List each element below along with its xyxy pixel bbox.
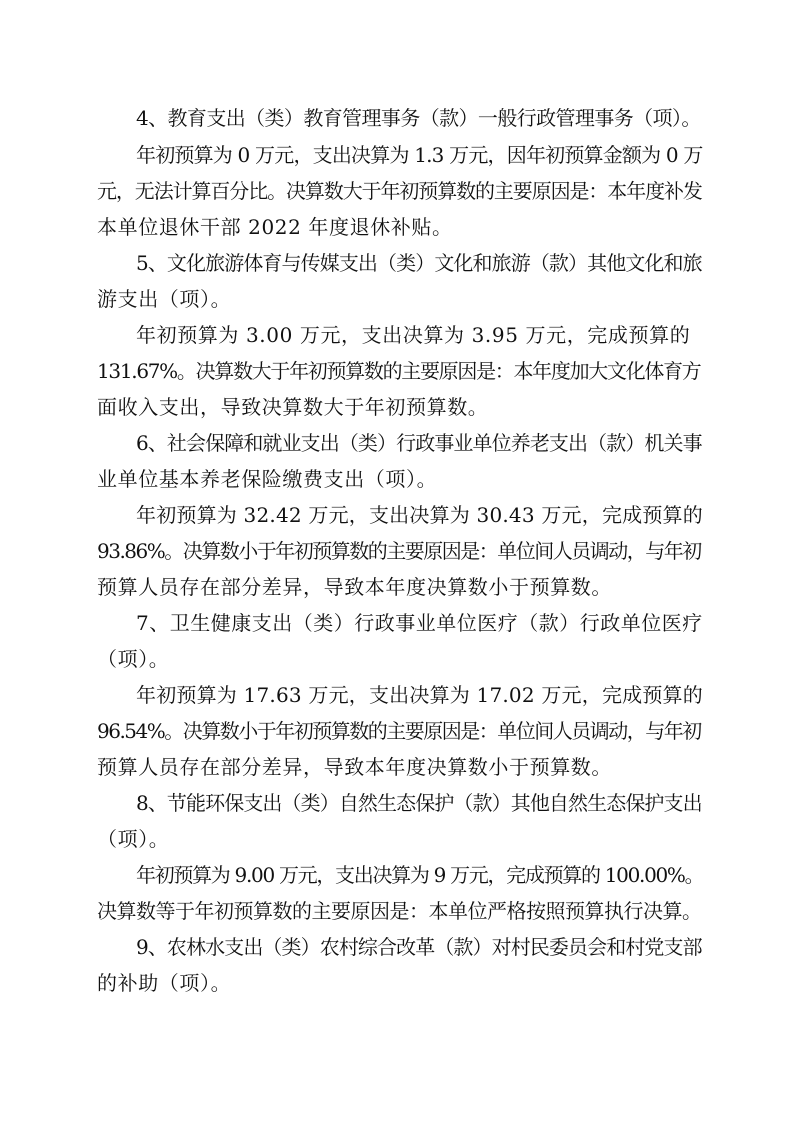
text-line: 年初预算为 0 万元，支出决算为 1.3 万元，因年初预算金额为 0 万 (136, 143, 703, 167)
text-line: 游支出（项）。 (97, 287, 232, 311)
text-line: 本单位退休干部 2022 年度退休补贴。 (97, 215, 453, 239)
text-line: 93.86%。决算数小于年初预算数的主要原因是：单位间人员调动，与年初 (97, 539, 701, 563)
text-line: 6、社会保障和就业支出（类）行政事业单位养老支出（款）机关事 (136, 431, 702, 455)
text-line: （项）。 (97, 827, 170, 851)
text-line: 预算人员存在部分差异，导致本年度决算数小于预算数。 (97, 755, 612, 779)
text-line: 的补助（项）。 (97, 971, 232, 995)
text-line: 元，无法计算百分比。决算数大于年初预算数的主要原因是：本年度补发 (97, 179, 702, 203)
text-line: 7、卫生健康支出（类）行政事业单位医疗（款）行政单位医疗 (136, 611, 703, 635)
text-line: 131.67%。决算数大于年初预算数的主要原因是：本年度加大文化体育方 (97, 359, 701, 383)
text-line: 96.54%。决算数小于年初预算数的主要原因是：单位间人员调动，与年初 (97, 719, 701, 743)
text-line: 决算数等于年初预算数的主要原因是：本单位严格按照预算执行决算。 (97, 899, 702, 923)
text-line: 面收入支出，导致决算数大于年初预算数。 (97, 395, 489, 419)
text-line: 5、文化旅游体育与传媒支出（类）文化和旅游（款）其他文化和旅 (136, 251, 702, 275)
text-line: 4、教育支出（类）教育管理事务（款）一般行政管理事务（项）。 (136, 106, 701, 130)
text-line: 9、农林水支出（类）农村综合改革（款）对村民委员会和村党支部 (136, 935, 702, 959)
text-line: 预算人员存在部分差异，导致本年度决算数小于预算数。 (97, 575, 612, 599)
text-line: （项）。 (97, 647, 170, 671)
text-line: 8、节能环保支出（类）自然生态保护（款）其他自然生态保护支出 (136, 791, 702, 815)
text-line: 年初预算为 32.42 万元，支出决算为 30.43 万元，完成预算的 (136, 503, 703, 527)
text-line: 业单位基本养老保险缴费支出（项）。 (97, 467, 438, 491)
text-line: 年初预算为 9.00 万元，支出决算为 9 万元，完成预算的 100.00%。 (136, 863, 704, 887)
text-line: 年初预算为 17.63 万元，支出决算为 17.02 万元，完成预算的 (136, 683, 703, 707)
text-line: 年初预算为 3.00 万元，支出决算为 3.95 万元，完成预算的 (136, 323, 691, 347)
